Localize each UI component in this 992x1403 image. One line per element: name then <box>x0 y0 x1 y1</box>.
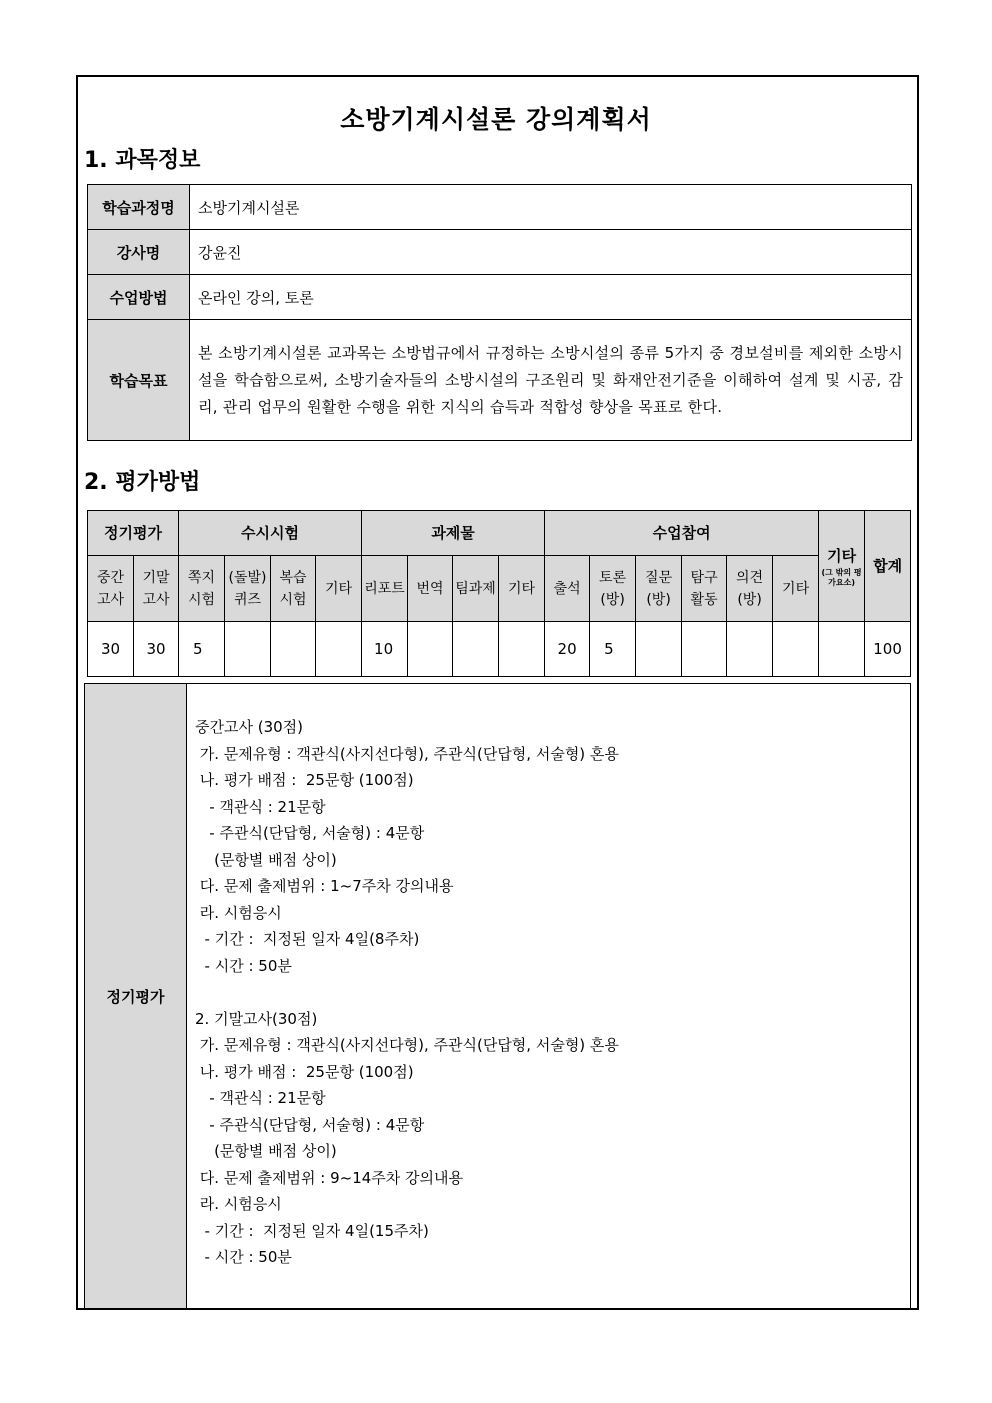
col-quiz-review: 복습 시험 <box>271 556 316 622</box>
info-label: 학습목표 <box>88 320 190 441</box>
col-translation: 번역 <box>408 556 453 622</box>
col-final: 기말 고사 <box>134 556 179 622</box>
info-row-method <box>88 275 912 320</box>
exam-detail-line: - 기간 : 지정된 일자 4일(15주차) <box>195 1221 429 1240</box>
group-regular: 정기평가 <box>88 511 179 556</box>
exam-detail-line: - 기간 : 지정된 일자 4일(8주차) <box>195 930 420 948</box>
info-label: 학습과정명 <box>88 185 190 230</box>
eval-values-row <box>88 622 911 677</box>
exam-detail-line: 가. 문제유형 : 객관식(사지선다형), 주관식(단답형, 서술형) 혼용 <box>195 744 619 763</box>
col-opinion: 의견 (방) <box>727 556 773 622</box>
group-participation: 수업참여 <box>545 511 819 556</box>
value-explore <box>682 622 727 677</box>
col-quiz-short: 쪽지 시험 <box>179 556 225 622</box>
exam-detail-line: 중간고사 (30점) <box>195 718 304 736</box>
detail-label: 정기평가 <box>85 684 187 1309</box>
evaluation-table <box>87 510 911 677</box>
exam-detail-line: - 객관식 : 21문항 <box>195 1089 326 1107</box>
exam-detail-line: 다. 문제 출제범위 : 9~14주차 강의내용 <box>195 1168 464 1187</box>
eval-group-header-row <box>88 511 911 556</box>
col-assign-etc: 기타 <box>499 556 545 622</box>
value-discussion: 5 <box>590 622 636 677</box>
section-heading-evaluation: 2. 평가방법 <box>84 470 201 495</box>
exam-detail-table <box>84 683 911 1309</box>
info-row-goal <box>88 320 912 441</box>
exam-detail-line <box>195 979 910 1006</box>
group-assignment: 과제물 <box>362 511 545 556</box>
value-team <box>453 622 499 677</box>
learning-goal-text: 본 소방기계시설론 교과목는 소방법규에서 규정하는 소방시설의 종류 5가지 중 경보설비를 제외한 소방시설을 학습함으로써, 소방기술자들의 소방시설의 구조원리 및 화재안전기준을 이해하여 설계 및 시공, 감리, 관리 업무의 원활한 수행을 위한 지식의 습득과 적합성 향상을 목표로 한다. <box>190 320 912 441</box>
exam-detail-line: (문항별 배점 상이) <box>195 1142 337 1160</box>
course-info-table <box>87 184 912 441</box>
value-attendance: 20 <box>545 622 590 677</box>
col-quiz-pop: (돌발) 퀴즈 <box>225 556 271 622</box>
col-question: 질문 (방) <box>636 556 682 622</box>
value-other <box>819 622 865 677</box>
value-quiz-etc <box>316 622 362 677</box>
col-team: 팀과제 <box>453 556 499 622</box>
exam-detail-line: 가. 문제유형 : 객관식(사지선다형), 주관식(단답형, 서술형) 혼용 <box>195 1036 619 1054</box>
exam-detail-line: - 객관식 : 21문항 <box>195 797 326 816</box>
col-report: 리포트 <box>362 556 408 622</box>
instructor-value: 강윤진 <box>190 230 912 275</box>
value-final: 30 <box>134 622 179 677</box>
value-total: 100 <box>865 622 911 677</box>
value-question <box>636 622 682 677</box>
col-midterm: 중간 고사 <box>88 556 134 622</box>
group-quiz: 수시시험 <box>179 511 362 556</box>
value-part-etc <box>773 622 819 677</box>
value-quiz-review <box>271 622 316 677</box>
exam-detail-line: - 시간 : 50분 <box>195 1248 292 1266</box>
document-title: 소방기계시설론 강의계획서 <box>340 105 652 134</box>
group-other <box>819 511 865 622</box>
eval-column-header-row <box>88 556 911 622</box>
exam-detail-line: 2. 기말고사(30점) <box>195 1009 318 1028</box>
exam-detail-line: (문항별 배점 상이) <box>195 850 337 869</box>
col-discussion: 토론 (방) <box>590 556 636 622</box>
group-other-sub: (그 밖의 평가요소) <box>821 567 862 587</box>
col-explore: 탐구 활동 <box>682 556 727 622</box>
exam-detail-lines <box>195 714 910 1271</box>
exam-detail-line: - 주관식(단답형, 서술형) : 4문항 <box>195 1115 425 1134</box>
method-value: 온라인 강의, 토론 <box>190 275 912 320</box>
exam-detail-line: - 시간 : 50분 <box>195 956 292 975</box>
exam-detail-line: 나. 평가 배점 : 25문항 (100점) <box>195 771 414 789</box>
info-label: 수업방법 <box>88 275 190 320</box>
value-midterm: 30 <box>88 622 134 677</box>
exam-detail-line: 다. 문제 출제범위 : 1~7주차 강의내용 <box>195 877 454 895</box>
value-quiz-short: 5 <box>179 622 225 677</box>
info-row-instructor <box>88 230 912 275</box>
section-heading-course-info: 1. 과목정보 <box>84 148 201 173</box>
value-quiz-pop <box>225 622 271 677</box>
col-quiz-etc: 기타 <box>316 556 362 622</box>
exam-detail-line: 나. 평가 배점 : 25문항 (100점) <box>195 1062 414 1081</box>
info-row-course-name <box>88 185 912 230</box>
exam-detail-line: 라. 시험응시 <box>195 903 282 922</box>
exam-detail-line: - 주관식(단답형, 서술형) : 4문항 <box>195 824 425 842</box>
group-total: 합계 <box>865 511 911 622</box>
exam-detail-line: 라. 시험응시 <box>195 1195 282 1213</box>
col-attendance: 출석 <box>545 556 590 622</box>
value-assign-etc <box>499 622 545 677</box>
course-name-value: 소방기계시설론 <box>190 185 912 230</box>
group-other-label: 기타 <box>827 546 857 565</box>
info-label: 강사명 <box>88 230 190 275</box>
exam-detail-content <box>187 684 911 1309</box>
value-report: 10 <box>362 622 408 677</box>
value-translation <box>408 622 453 677</box>
col-part-etc: 기타 <box>773 556 819 622</box>
value-opinion <box>727 622 773 677</box>
